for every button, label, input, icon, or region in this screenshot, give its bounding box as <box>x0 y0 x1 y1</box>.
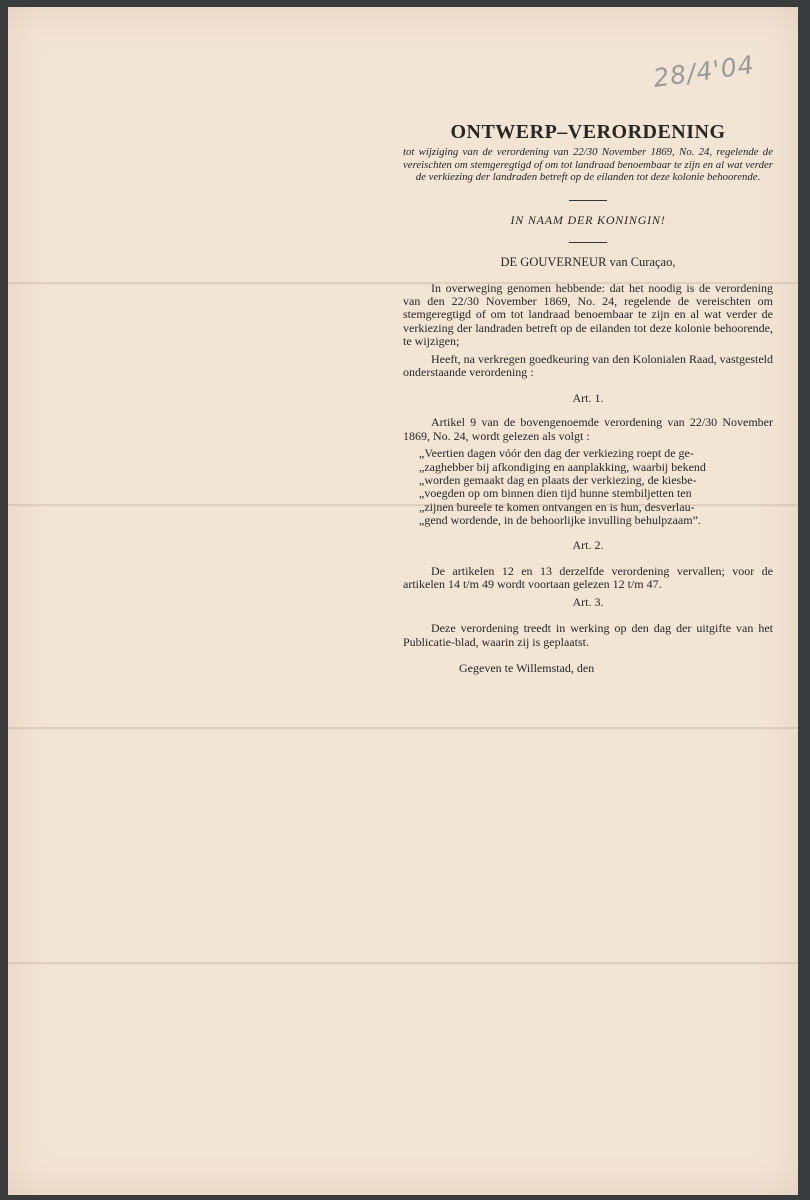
article-heading: Art. 2. <box>572 537 604 552</box>
governor-heading: DE GOUVERNEUR van Curaçao, <box>500 254 676 269</box>
quote-line: „voegden op om binnen dien tijd hunne stembiljetten ten <box>419 486 692 501</box>
article-heading: Art. 1. <box>572 391 604 406</box>
document-column <box>403 121 773 676</box>
quote-line: „gend wordende, in de behoorlijke invulling behulpzaam”. <box>419 513 701 528</box>
quote-line: „zaghebber bij afkondiging en aanplakking, waarbij bekend <box>419 459 706 474</box>
fold-line <box>8 727 798 730</box>
quote-line: „worden gemaakt dag en plaats der verkiezing, de kiesbe- <box>419 472 697 487</box>
article-text: Deze verordening treedt in werking op den dag der uitgifte van het Publicatie-blad, waarin zij is geplaatst. <box>403 621 773 649</box>
article-heading: Art. 3. <box>572 595 604 610</box>
handwritten-date: 28/4'04 <box>651 50 757 93</box>
closing-line: Gegeven te Willemstad, den <box>459 661 595 676</box>
fold-line <box>8 962 798 965</box>
divider <box>569 242 607 243</box>
article-text: Artikel 9 van de bovengenoemde verordening van 22/30 November 1869, No. 24, wordt gelezen als volgt : <box>403 415 773 443</box>
approval-paragraph: Heeft, na verkregen goedkeuring van den Kolonialen Raad, vastgesteld onderstaande verordening : <box>403 351 773 379</box>
divider <box>569 200 607 201</box>
article-text: De artikelen 12 en 13 derzelfde verordening vervallen; voor de artikelen 14 t/m 49 wordt voortaan gelezen 12 t/m 47. <box>403 563 773 591</box>
quoted-article <box>403 447 773 527</box>
document-subtitle: tot wijziging van de verordening van 22/30 November 1869, No. 24, regelende de vereischten om stemgeregtigd of om tot landraad benoembaar te zijn en al wat verder de verkiezing der landraden betreft op de eilanden tot deze kolonie behoorende. <box>403 146 773 183</box>
quote-line: „Veertien dagen vóór den dag der verkiezing roept de ge- <box>419 446 694 461</box>
quote-line: „zijnen bureele te komen ontvangen en is hun, desverlau- <box>419 499 695 514</box>
document-title: ONTWERP–VERORDENING <box>450 121 726 143</box>
document-page <box>8 7 798 1195</box>
consideration-paragraph: In overweging genomen hebbende: dat het noodig is de verordening van den 22/30 November 1869, No. 24, regelende de vereischten om stemgeregtigd of om tot landraad benoembaar te zijn en al wat verder de verkiezing der landraden betreft op de eilanden tot deze kolonie behoorende, te wijzigen; <box>403 280 773 349</box>
invocation: IN NAAM DER KONINGIN! <box>510 212 666 227</box>
